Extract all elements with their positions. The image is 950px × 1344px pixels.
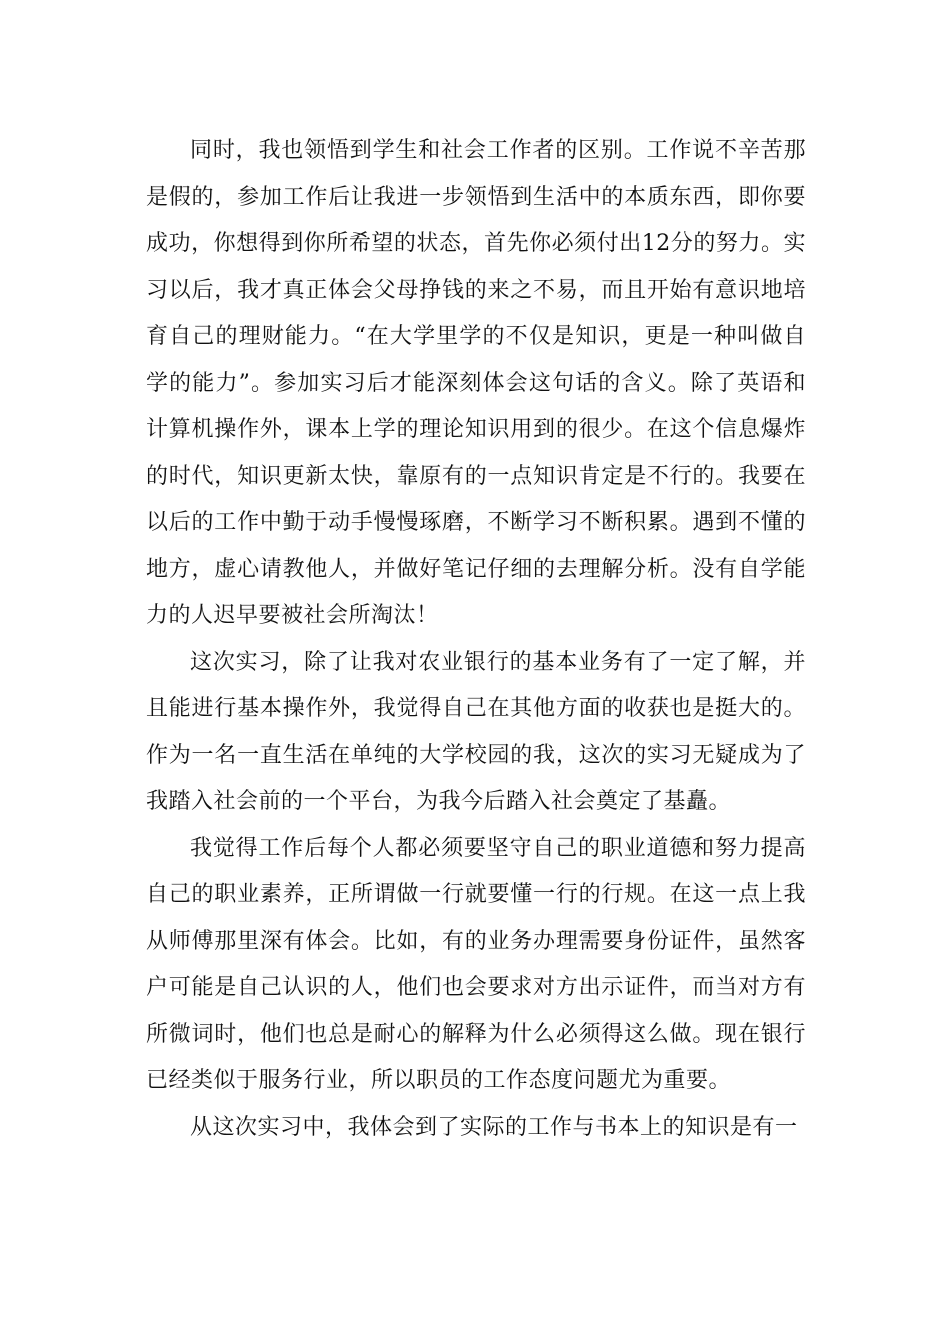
paragraph-3: 我觉得工作后每个人都必须要坚守自己的职业道德和努力提高自己的职业素养，正所谓做一行就要懂一行的行规。在这一点上我从师傅那里深有体会。比如，有的业务办理需要身份证件，虽然客户可能是自己认识的人，他们也会要求对方出示证件，而当对方有所微词时，他们也总是耐心的解释为什么必须得这么做。现在银行已经类似于服务行业，所以职员的工作态度问题尤为重要。 [146, 835, 806, 1093]
paragraph-4: 从这次实习中，我体会到了实际的工作与书本上的知识是有一 [190, 1114, 798, 1140]
paragraph-1: 同时，我也领悟到学生和社会工作者的区别。工作说不辛苦那是假的，参加工作后让我进一步领悟到生活中的本质东西，即你要成功，你想得到你所希望的状态，首先你必须付出12分的努力。实习以后，我才真正体会父母挣钱的来之不易，而且开始有意识地培育自己的理财能力。“在大学里学的不仅是知识，更是一种叫做自学的能力”。参加实习后才能深刻体会这句话的含义。除了英语和计算机操作外，课本上学的理论知识用到的很少。在这个信息爆炸的时代，知识更新太快，靠原有的一点知识肯定是不行的。我要在以后的工作中勤于动手慢慢琢磨，不断学习不断积累。遇到不懂的地方，虚心请教他人，并做好笔记仔细的去理解分析。没有自学能力的人迟早要被社会所淘汰！ [146, 138, 806, 628]
document-body [146, 128, 806, 1151]
paragraph-2: 这次实习，除了让我对农业银行的基本业务有了一定了解，并且能进行基本操作外，我觉得自己在其他方面的收获也是挺大的。作为一名一直生活在单纯的大学校园的我，这次的实习无疑成为了我踏入社会前的一个平台，为我今后踏入社会奠定了基矗。 [146, 649, 806, 814]
